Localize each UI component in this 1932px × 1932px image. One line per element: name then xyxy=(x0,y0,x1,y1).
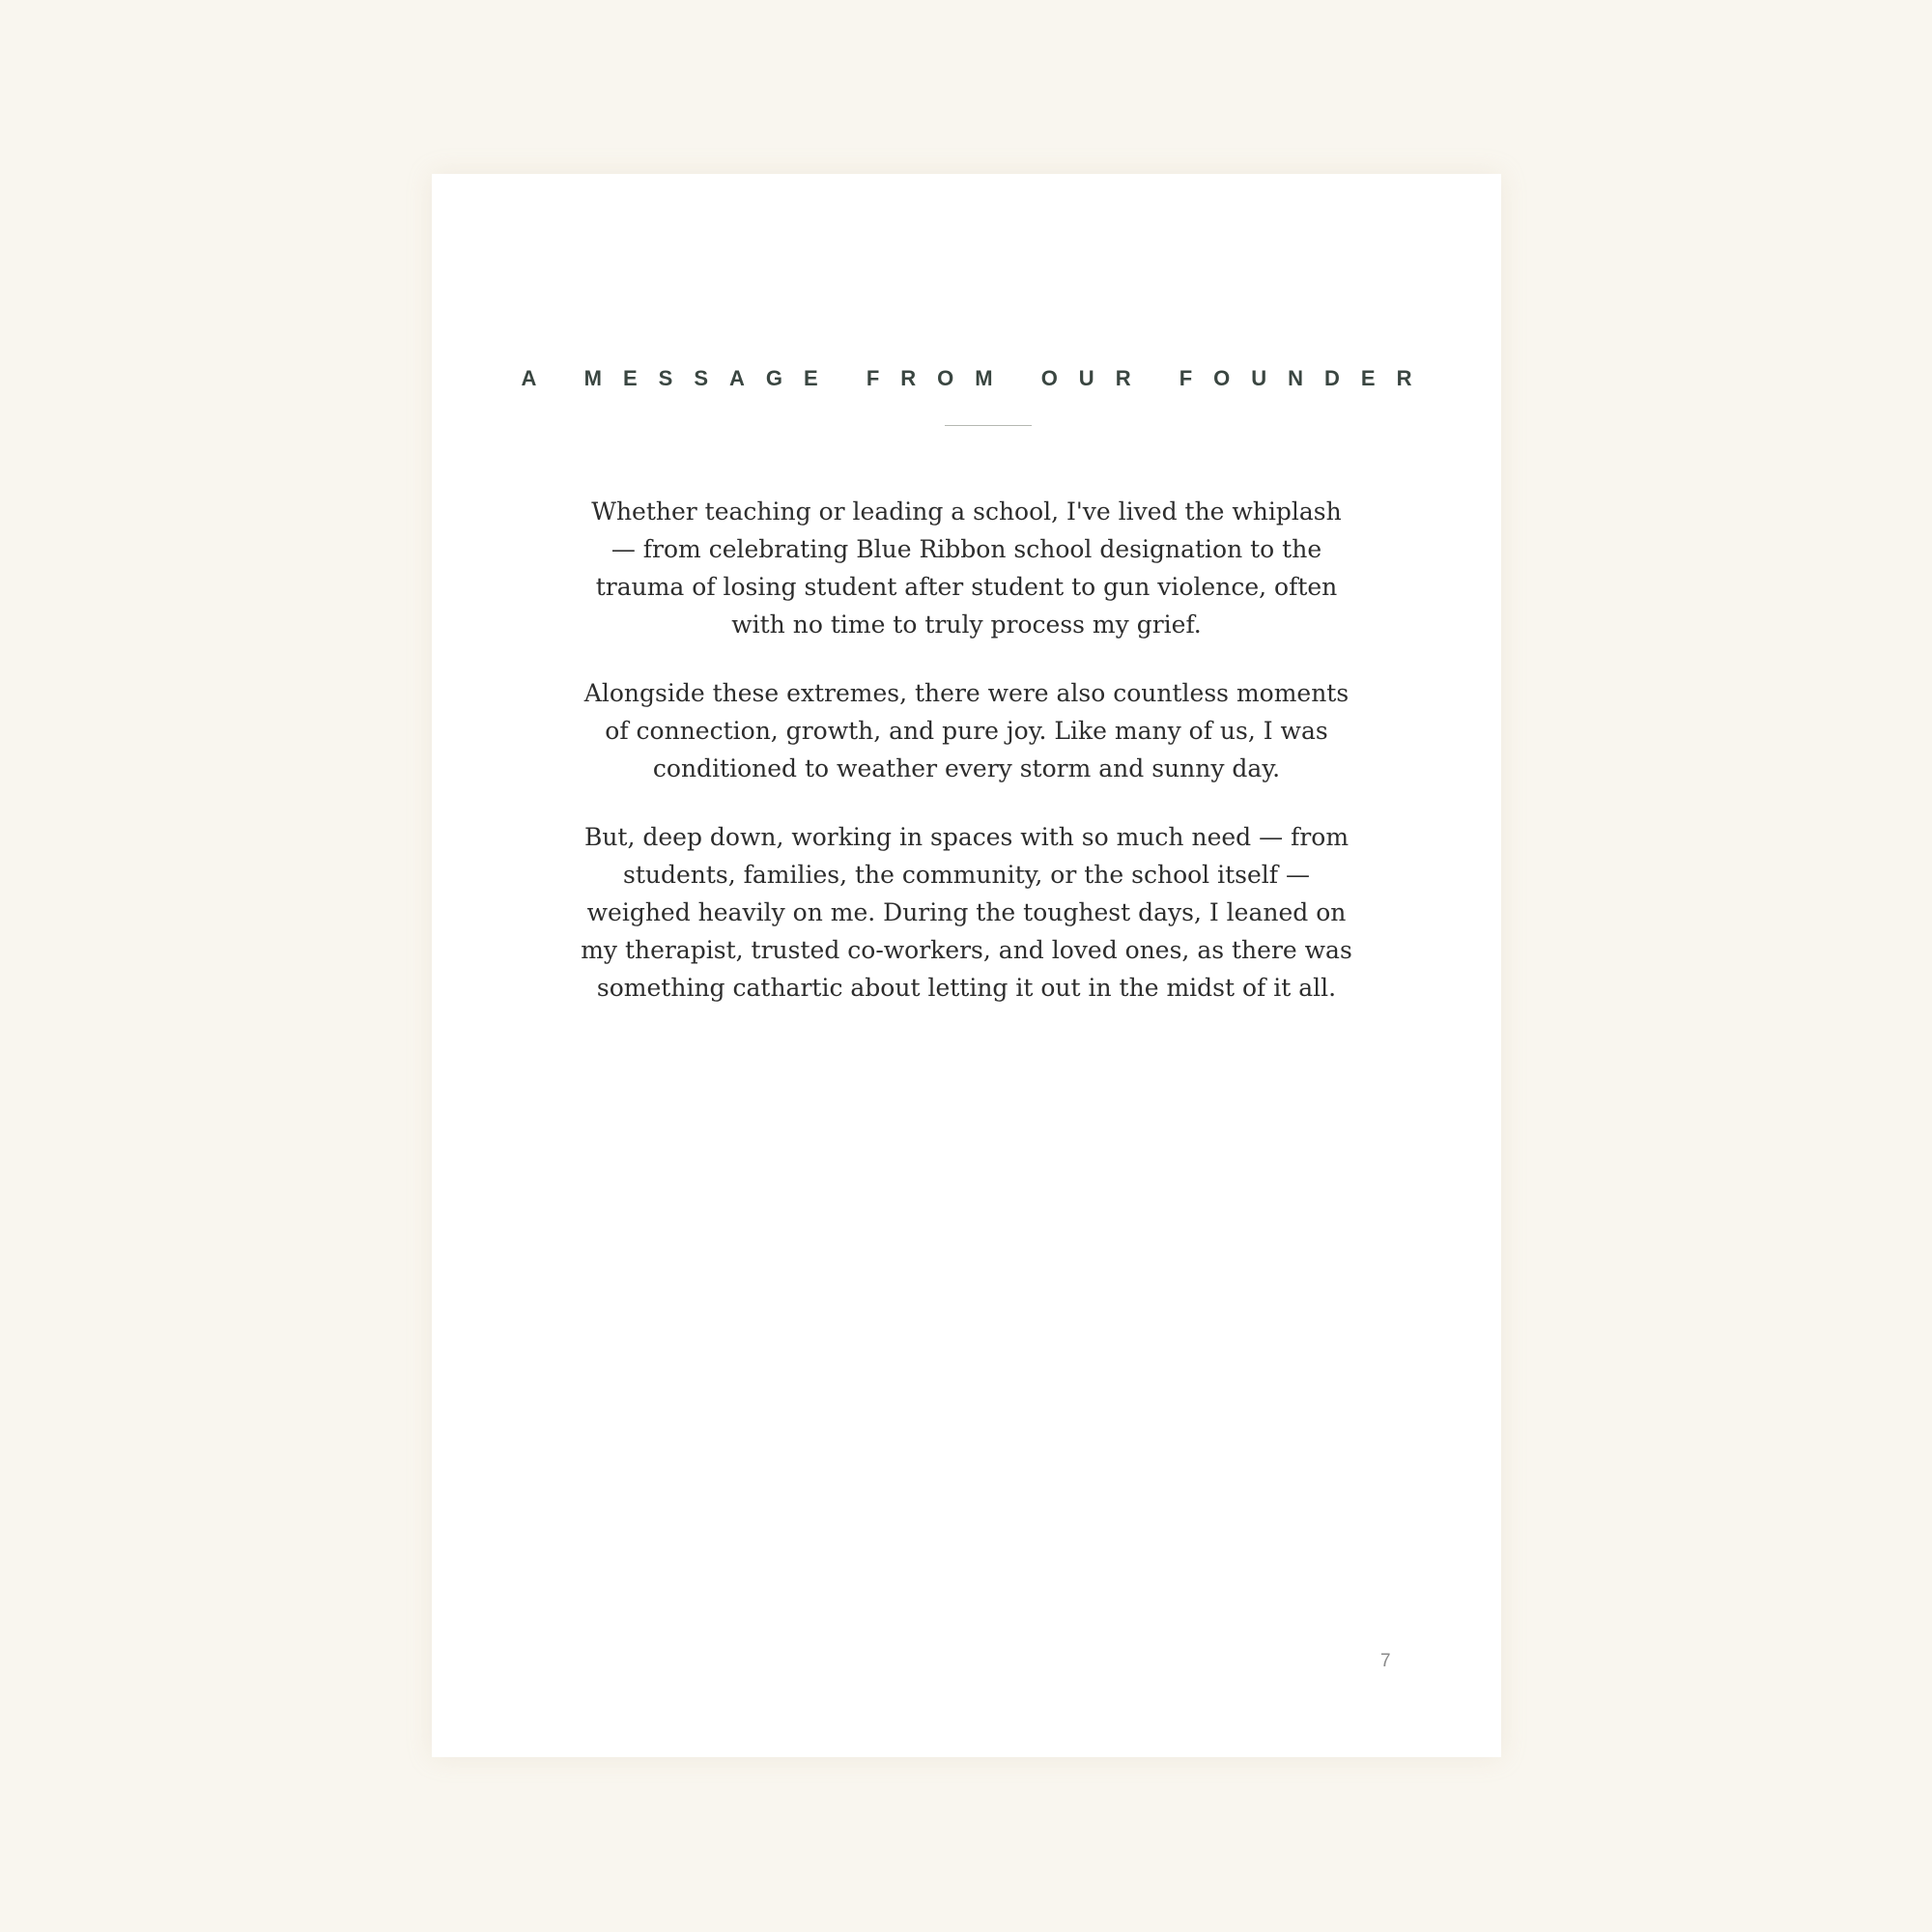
document-page xyxy=(432,174,1501,1757)
section-heading: A MESSAGE FROM OUR FOUNDER xyxy=(521,366,1434,390)
letter-body xyxy=(577,493,1356,1037)
paragraph-2: Alongside these extremes, there were also countless moments of connection, growth, and pure joy. Like many of us, I was conditioned to weather every storm and sunny day. xyxy=(583,679,1350,782)
page-heading-block xyxy=(432,355,1501,402)
page-number: 7 xyxy=(1380,1651,1391,1671)
paragraph-3: But, deep down, working in spaces with so much need — from students, families, the community, or the school itself — weighed heavily on me. During the toughest days, I leaned on my therapist, trusted co-workers, and loved ones, as there was something cathartic about letting it out in the midst of it all. xyxy=(581,823,1352,1002)
heading-divider xyxy=(945,425,1032,426)
paragraph-1: Whether teaching or leading a school, I've lived the whiplash — from celebrating Blue Ribbon school designation to the trauma of losing student after student to gun violence, often with no time to truly process my grief. xyxy=(591,497,1342,639)
